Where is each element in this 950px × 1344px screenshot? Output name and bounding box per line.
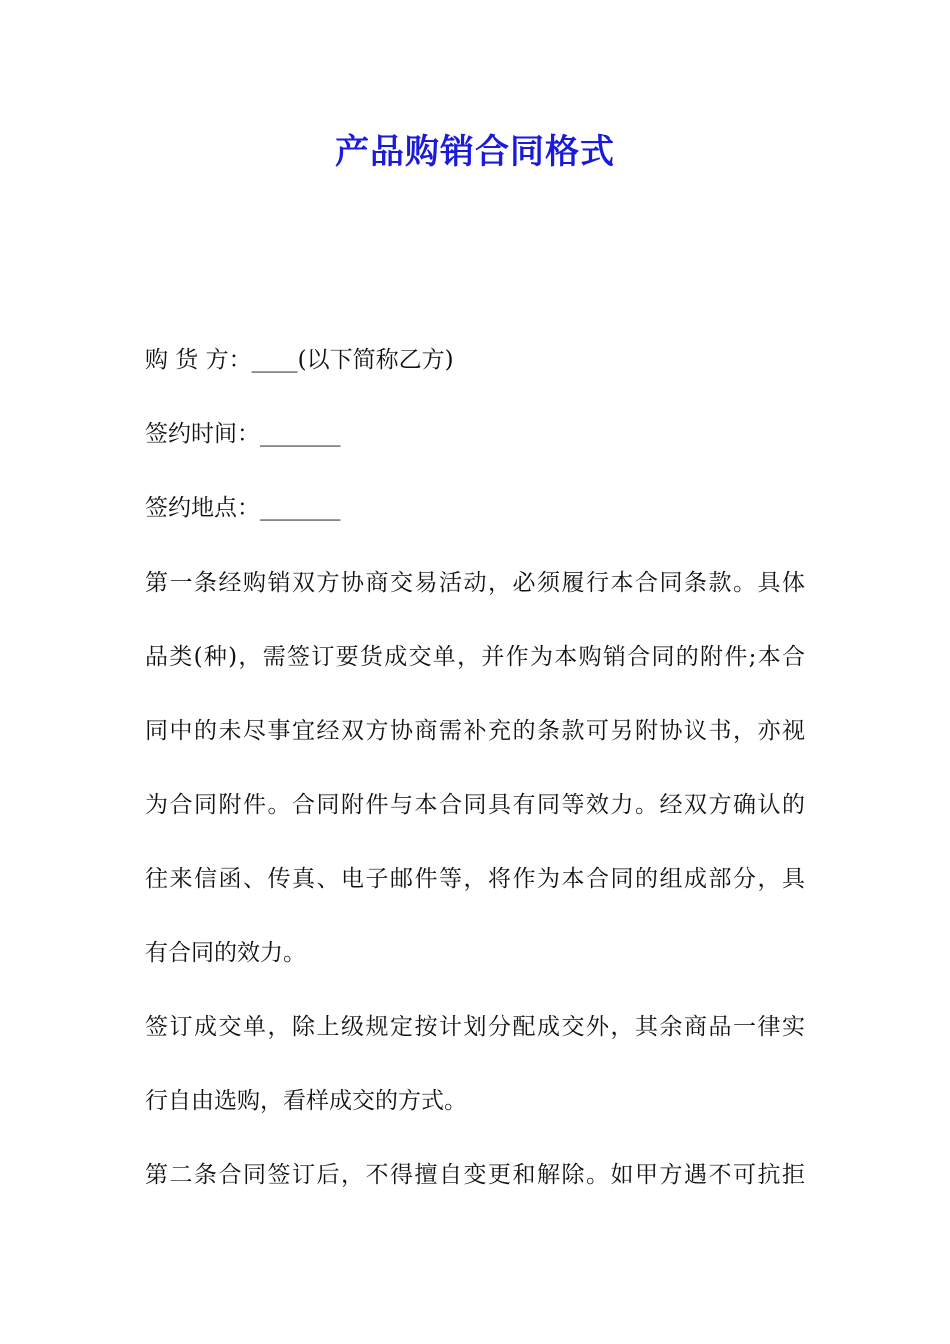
paragraph-line: 品类(种)，需签订要货成交单，并作为本购销合同的附件;本合	[145, 644, 805, 670]
document-title: 产品购销合同格式	[335, 132, 615, 172]
paragraph-line: 行自由选购，看样成交的方式。	[145, 1088, 467, 1114]
paragraph-article-2	[145, 1138, 805, 1212]
buyer-field: 购 货 方：____(以下简称乙方)	[145, 347, 454, 373]
sign-time-field: 签约时间：_______	[145, 421, 341, 447]
paragraph-line: 为合同附件。合同附件与本合同具有同等效力。经双方确认的	[145, 792, 805, 818]
paragraph-line: 同中的未尽事宜经双方协商需补充的条款可另附协议书，亦视	[145, 718, 805, 744]
paragraph-line: 有合同的效力。	[145, 940, 306, 966]
paragraph-line: 第一条经购销双方协商交易活动，必须履行本合同条款。具体	[145, 570, 805, 596]
paragraph-article-1	[145, 546, 805, 990]
paragraph-line: 往来信函、传真、电子邮件等，将作为本合同的组成部分，具	[145, 866, 805, 892]
paragraph-line: 签订成交单，除上级规定按计划分配成交外，其余商品一律实	[145, 1014, 805, 1040]
paragraph-deal-sheet	[145, 990, 805, 1138]
sign-place-field: 签约地点：_______	[145, 495, 341, 521]
paragraph-line: 第二条合同签订后，不得擅自变更和解除。如甲方遇不可抗拒	[145, 1162, 805, 1188]
